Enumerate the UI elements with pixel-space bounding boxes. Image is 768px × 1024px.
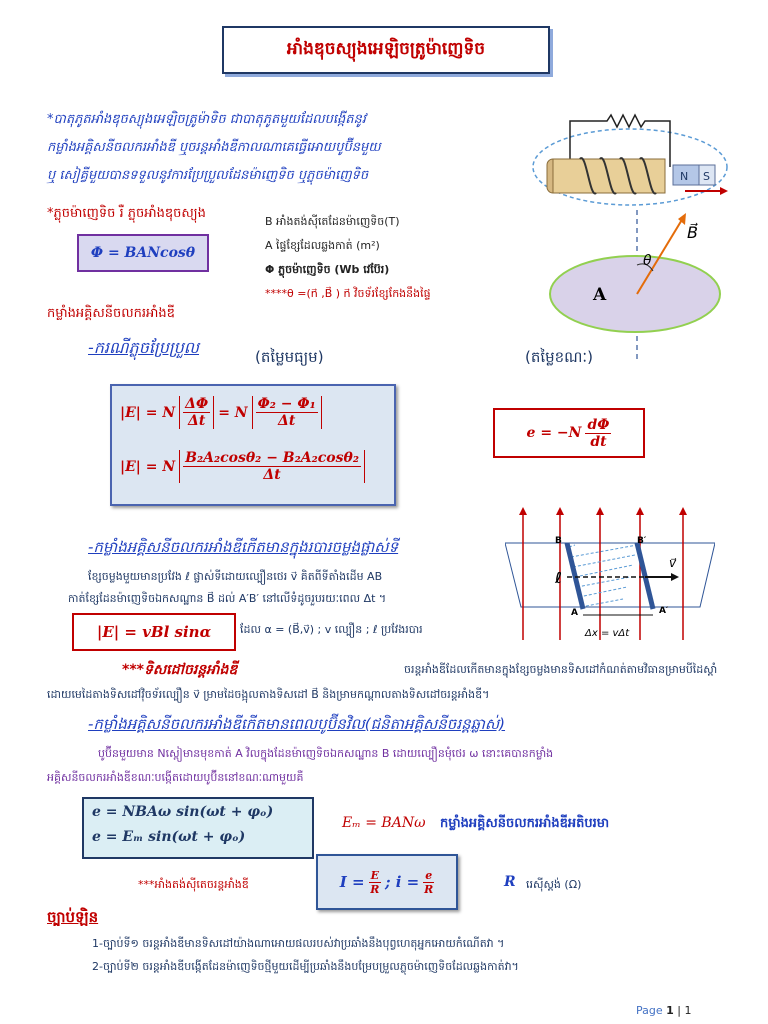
magnet-s-label: S	[703, 170, 710, 183]
case-heading: -ករណីភ្លុចប្រែប្រួល	[88, 338, 200, 357]
rotating-eq2: e = Eₘ sin(ωt + φₒ)	[92, 829, 246, 845]
direction-line2: ដោយមេដៃតាងទិសដៅវ៉ិចទ័រល្បឿន v⃗ ម្រាមដៃចង្អុលតាងទិសដៅ B⃗ និងម្រាមកណ្តាលតាងទិសដៅចរន្តអាំងឌី។	[47, 688, 490, 701]
page-word: Page	[636, 1004, 663, 1017]
avg-label: (តម្លៃមធ្យម)	[255, 348, 324, 366]
lenz-heading: ច្បាប់ឡិន	[47, 908, 99, 926]
eq2-num: B₂A₂cosθ₂ − B₂A₂cosθ₂	[185, 450, 359, 466]
current-i-num: E	[370, 868, 379, 882]
lenz-law1: 1-ច្បាប់ទី១ ចរន្តអាំងឌីមានទិសដៅយ៉ាងណាអោយផលរបស់វាប្រឆាំងនឹងបុព្វហេតុអ្នកអោយកំណើតវា ។	[92, 937, 505, 950]
label-dx: Δx = vΔt	[585, 628, 630, 639]
current-small-i-lhs: ; i =	[384, 873, 420, 891]
velocity-arrowhead	[671, 573, 679, 581]
surface-ellipse	[550, 256, 720, 332]
label-a: A	[571, 608, 578, 618]
page-footer: Page 1 | 1	[636, 1004, 692, 1017]
eq1-frac2-den: Δt	[278, 413, 296, 429]
intro-line: *បាតុភូតអាំងឌុចស្យុងអេឡិចត្រូម៉ាទិច ជាបាតុភូតមួយដែលបង្កើតនូវ	[47, 112, 366, 127]
avg-emf-eq1	[120, 396, 322, 429]
emf-heading: កម្លាំងអគ្គិសនីចលករអាំងឌី	[47, 306, 175, 321]
page-title	[222, 26, 550, 74]
em-formula: Eₘ = BANω	[342, 815, 426, 831]
label-v: v⃗	[669, 556, 677, 570]
flux-heading: *ភ្លុចម៉ាញេទិច រឺ ភ្លុចអាំងឌុចស្យុង	[47, 206, 206, 221]
inst-lhs: e = −N	[526, 425, 582, 441]
direction-heading-text: ***ទិសដៅចរន្តអាំងឌី	[122, 662, 238, 678]
magnet-n-label: N	[680, 170, 689, 183]
em-label: កម្លាំងអគ្គិសនីចលករអាំងឌីអតិបរមា	[440, 816, 610, 831]
moving-paragraph	[68, 566, 498, 610]
r-label: រេស៊ីស្តង់ (Ω)	[526, 878, 582, 891]
moving-formula-box	[72, 613, 236, 651]
eq2-lhs: |E| = N	[120, 458, 176, 475]
inst-num: dΦ	[587, 416, 610, 433]
label-b: B	[555, 536, 562, 546]
moving-formula: |E| = vBl sinα	[96, 623, 212, 641]
intro-paragraph	[47, 106, 517, 190]
rotating-formula-box	[82, 797, 314, 859]
flux-figure	[525, 95, 760, 375]
def-phi: Φ ភ្លុចម៉ាញេទិច (Wb វេប៊ែរ)	[265, 263, 390, 276]
page-number: 1	[666, 1004, 674, 1017]
inst-den: dt	[590, 433, 607, 450]
eq1-abs1	[179, 396, 214, 429]
magnet-arrowhead	[720, 187, 728, 195]
current-i-lhs: I =	[339, 873, 365, 891]
field-arrowheads	[519, 507, 687, 515]
rotating-line1: បូប៊ីនមួយមាន Nស្ពៀមានមុខកាត់ A វិលក្នុងដែនម៉ាញេទិចឯកសណ្ឋាន B ដោយល្បឿនមុំថេរ ω នោះគេបានកម្លាំង	[98, 747, 554, 760]
eq1-frac1-num: ΔΦ	[185, 396, 209, 412]
avg-emf-eq2	[120, 450, 365, 483]
theta-label: θ	[643, 253, 652, 269]
moving-line: កាត់ខ្សែដែនម៉ាញេទិចឯកសណ្ឋាន B⃗ ដល់ A′B′ នៅលើទំដូចរួបរយៈពេល Δt ។	[68, 592, 387, 605]
lenz-law2: 2-ច្បាប់ទី២ ចរន្តអាំងឌីបង្កើតដែនម៉ាញេទិចថ្មីមួយដើម្បីប្រឆាំងនឹងបម្រែបម្រួលភ្លុចម៉ាញេទិចដែលឆ្លងកាត់វា។	[92, 960, 519, 973]
current-i-den: R	[370, 882, 380, 896]
flux-formula-box	[77, 234, 209, 272]
rod-figure	[505, 505, 715, 645]
rotating-line2: អគ្គិសនីចលករអាំងឌីខណៈបង្កើតដោយបូប៊ីននៅខណៈណាមួយគឺ	[47, 771, 304, 784]
eq1-frac2-num: Φ₂ − Φ₁	[257, 396, 316, 412]
flux-definitions	[265, 210, 431, 306]
direction-heading	[122, 660, 237, 681]
avg-emf-box	[110, 384, 396, 506]
moving-heading: -កម្លាំងអគ្គិសនីចលករអាំងឌីកើតមានក្នុងរបារចម្លងផ្លាស់ទី	[88, 538, 399, 556]
eq2-den: Δt	[263, 467, 281, 483]
moving-where: ដែល α = (B⃗,v⃗) ; v ល្បឿន ; ℓ ប្រវែងរបារ	[240, 623, 423, 636]
eq1-abs2	[252, 396, 322, 429]
intro-line: ឬ សៀគ្វីមួយបានទទួលនូវការប្រែប្រួលដែនម៉ាញេទិច ឬភ្លុចម៉ាញេទិច	[47, 168, 369, 183]
direction-line1: ចរន្តអាំងឌីដែលកើតមានក្នុងខ្សែចម្លងមានទិសដៅកំណត់តាមវិធានម្រាមបីដៃស្តាំ	[404, 663, 718, 676]
inst-label: (តម្លៃខណៈ)	[525, 348, 593, 366]
rotating-eq1: e = NBAω sin(ωt + φₒ)	[92, 804, 274, 820]
moving-line: ខ្សែចម្លងមួយមានប្រវែង ℓ ផ្លាស់ទីដោយល្បឿនថេរ v⃗ គិតពីទីតាំងដើម AB	[88, 570, 383, 583]
flux-formula: Φ = BANcosθ	[90, 245, 196, 261]
label-b2: B′	[637, 536, 647, 546]
current-small-i-num: e	[425, 868, 433, 882]
a-label: A	[593, 285, 607, 305]
page-title-text: អាំងឌុចស្យុងអេឡិចត្រូម៉ាញេទិច	[286, 38, 486, 59]
page-total: 1	[684, 1004, 692, 1017]
current-small-i-den: R	[424, 882, 434, 896]
def-b: B អាំងតង់ស៊ីតេដែនម៉ាញេទិច(T)	[265, 215, 400, 228]
current-formula	[340, 869, 434, 896]
eq1-lhs: |E| = N	[120, 404, 176, 421]
eq1-frac1-den: Δt	[188, 413, 206, 429]
inst-emf-eq	[527, 417, 612, 450]
label-a2: A′	[659, 606, 669, 616]
inst-emf-box	[493, 408, 645, 458]
r-symbol: R	[504, 874, 516, 890]
eq1-mid: = N	[218, 404, 248, 421]
b-label: B⃗	[687, 223, 698, 242]
intro-line: កម្លាំងអគ្គិសនីចលករអាំងឌី ឬចរន្តអាំងឌីកាលណាគេធ្វើអោយបូប៊ីនមួយ	[47, 140, 381, 155]
def-a: A ផ្ទៃខ្សែដែលឆ្លងកាត់ (m²)	[265, 239, 380, 252]
current-label: ***អាំងតង់ស៊ីតេចរន្តអាំងឌី	[138, 878, 249, 891]
rotating-heading: -កម្លាំងអគ្គិសនីចលករអាំងឌីកើតមានពេលបូប៊ីនវិល(ជនិតាអគ្គិសនីចរន្តឆ្លាស់)	[88, 715, 506, 733]
eq2-abs	[179, 450, 365, 483]
current-formula-box	[316, 854, 458, 910]
label-l: ℓ	[555, 569, 563, 587]
def-theta: ****θ =(n⃗ ,B⃗ ) n⃗ វិចទ័រខ្សែកែងនឹងផ្ទៃ	[265, 287, 431, 300]
